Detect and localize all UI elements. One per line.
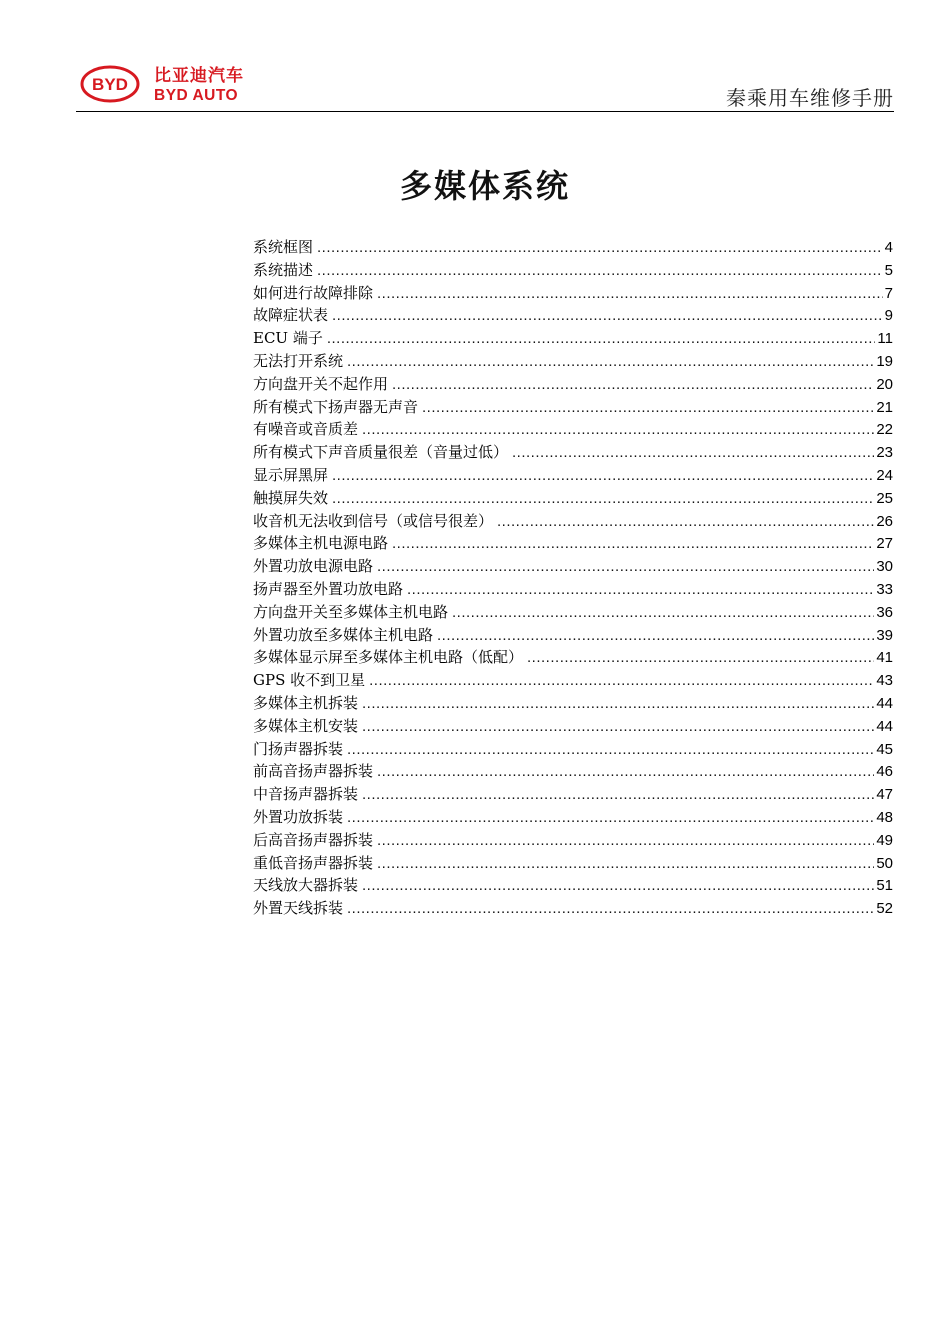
toc-entry-label: 外置功放至多媒体主机电路 bbox=[253, 625, 434, 644]
toc-entry-label: 系统描述 bbox=[253, 260, 314, 279]
toc-entry-label: 扬声器至外置功放电路 bbox=[253, 579, 404, 598]
toc-entry-page: 30 bbox=[876, 558, 893, 576]
toc-entry-page: 21 bbox=[876, 398, 893, 416]
toc-entry-page: 47 bbox=[876, 786, 893, 804]
toc-leader-dots bbox=[347, 898, 874, 921]
toc-entry[interactable] bbox=[253, 418, 893, 441]
toc-leader-dots bbox=[362, 419, 874, 442]
toc-leader-dots bbox=[362, 784, 874, 807]
toc-entry-page: 11 bbox=[877, 330, 893, 348]
toc-entry-label: 多媒体主机电源电路 bbox=[253, 534, 389, 553]
toc-entry-page: 48 bbox=[876, 808, 893, 826]
toc-entry-label: 前高音扬声器拆装 bbox=[253, 762, 374, 781]
toc-entry[interactable] bbox=[253, 327, 893, 350]
toc-entry-label: 中音扬声器拆装 bbox=[253, 785, 359, 804]
toc-leader-dots bbox=[332, 465, 874, 488]
toc-entry-label: 多媒体显示屏至多媒体主机电路（低配） bbox=[253, 648, 524, 667]
toc-entry-page: 25 bbox=[876, 489, 893, 507]
toc-entry[interactable] bbox=[253, 692, 893, 715]
toc-entry-label: 触摸屏失效 bbox=[253, 488, 329, 507]
toc-entry[interactable] bbox=[253, 441, 893, 464]
toc-entry-page: 27 bbox=[876, 535, 893, 553]
toc-entry-page: 4 bbox=[884, 239, 893, 256]
toc-leader-dots bbox=[452, 602, 874, 625]
toc-entry-page: 51 bbox=[876, 877, 893, 895]
toc-leader-dots bbox=[407, 579, 874, 602]
toc-entry[interactable] bbox=[253, 897, 893, 920]
toc-entry-label: 多媒体主机拆装 bbox=[253, 693, 359, 712]
toc-leader-dots bbox=[362, 875, 874, 898]
toc-leader-dots bbox=[497, 511, 874, 534]
toc-leader-dots bbox=[347, 807, 874, 830]
toc-entry-page: 22 bbox=[876, 421, 893, 439]
toc-entry-page: 20 bbox=[876, 375, 893, 393]
toc-entry-label: 天线放大器拆装 bbox=[253, 876, 359, 895]
toc-entry-page: 24 bbox=[876, 466, 893, 484]
toc-entry[interactable] bbox=[253, 487, 893, 510]
toc-entry[interactable] bbox=[253, 304, 893, 327]
toc-entry[interactable] bbox=[253, 624, 893, 647]
byd-logo bbox=[80, 62, 270, 106]
logo-name-en: BYD AUTO bbox=[154, 87, 239, 104]
toc-entry-label: ECU 端子 bbox=[253, 329, 323, 348]
toc-entry-label: 系统框图 bbox=[253, 238, 314, 256]
toc-leader-dots bbox=[317, 237, 883, 260]
toc-leader-dots bbox=[527, 647, 874, 670]
toc-entry[interactable] bbox=[253, 783, 893, 806]
toc-entry-label: 外置天线拆装 bbox=[253, 899, 344, 918]
toc-entry[interactable] bbox=[253, 829, 893, 852]
toc-entry-page: 52 bbox=[876, 900, 893, 918]
header-divider bbox=[76, 111, 894, 112]
toc-entry[interactable] bbox=[253, 852, 893, 875]
toc-entry[interactable] bbox=[253, 373, 893, 396]
toc-entry-label: 门扬声器拆装 bbox=[253, 739, 344, 758]
logo-emblem-text: BYD bbox=[92, 75, 128, 94]
manual-title: 秦乘用车维修手册 bbox=[726, 86, 894, 110]
toc-entry[interactable] bbox=[253, 578, 893, 601]
toc-entry-label: 多媒体主机安装 bbox=[253, 716, 359, 735]
toc-entry[interactable] bbox=[253, 259, 893, 282]
toc-entry-label: GPS 收不到卫星 bbox=[253, 671, 366, 690]
page-header bbox=[0, 0, 950, 112]
toc-leader-dots bbox=[362, 716, 874, 739]
toc-leader-dots bbox=[377, 853, 874, 876]
toc-entry-label: 外置功放电源电路 bbox=[253, 557, 374, 576]
toc-entry[interactable] bbox=[253, 555, 893, 578]
toc-leader-dots bbox=[392, 533, 874, 556]
toc-entry-page: 50 bbox=[876, 854, 893, 872]
toc-leader-dots bbox=[369, 670, 874, 693]
logo-name-cn: 比亚迪汽车 bbox=[154, 66, 244, 86]
toc-entry-label: 故障症状表 bbox=[253, 306, 329, 325]
toc-entry-page: 23 bbox=[876, 444, 893, 462]
toc-entry[interactable] bbox=[253, 236, 893, 259]
toc-entry[interactable] bbox=[253, 646, 893, 669]
toc-entry[interactable] bbox=[253, 396, 893, 419]
toc-entry[interactable] bbox=[253, 282, 893, 305]
toc-entry-page: 9 bbox=[884, 307, 893, 325]
toc-leader-dots bbox=[332, 305, 883, 328]
toc-entry-label: 显示屏黑屏 bbox=[253, 465, 329, 484]
toc-entry[interactable] bbox=[253, 464, 893, 487]
toc-leader-dots bbox=[377, 556, 874, 579]
toc-entry[interactable] bbox=[253, 715, 893, 738]
toc-entry[interactable] bbox=[253, 760, 893, 783]
toc-leader-dots bbox=[392, 374, 874, 397]
toc-entry[interactable] bbox=[253, 806, 893, 829]
toc-entry-label: 收音机无法收到信号（或信号很差） bbox=[253, 511, 494, 530]
toc-entry-label: 有噪音或音质差 bbox=[253, 420, 359, 439]
toc-leader-dots bbox=[377, 283, 883, 306]
toc-entry-page: 45 bbox=[876, 740, 893, 758]
toc-leader-dots bbox=[332, 488, 874, 511]
toc-entry-page: 7 bbox=[884, 284, 893, 302]
toc-entry[interactable] bbox=[253, 350, 893, 373]
toc-entry-label: 重低音扬声器拆装 bbox=[253, 853, 374, 872]
toc-entry-page: 39 bbox=[876, 626, 893, 644]
toc-leader-dots bbox=[317, 260, 883, 283]
toc-leader-dots bbox=[377, 761, 874, 784]
toc-leader-dots bbox=[347, 739, 874, 762]
toc-entry-label: 所有模式下扬声器无声音 bbox=[253, 397, 419, 416]
toc-entry-page: 43 bbox=[876, 672, 893, 690]
toc-entry[interactable] bbox=[253, 532, 893, 555]
toc-entry[interactable] bbox=[253, 874, 893, 897]
toc-leader-dots bbox=[327, 328, 876, 351]
toc-entry[interactable] bbox=[253, 601, 893, 624]
toc-entry-label: 外置功放拆装 bbox=[253, 807, 344, 826]
toc-leader-dots bbox=[362, 693, 874, 716]
table-of-contents bbox=[253, 236, 893, 920]
toc-entry-page: 46 bbox=[876, 763, 893, 781]
toc-leader-dots bbox=[512, 442, 874, 465]
toc-entry-label: 方向盘开关至多媒体主机电路 bbox=[253, 602, 449, 621]
toc-entry-label: 所有模式下声音质量很差（音量过低） bbox=[253, 443, 509, 462]
toc-leader-dots bbox=[347, 351, 874, 374]
toc-entry-page: 44 bbox=[876, 694, 893, 712]
toc-entry-page: 49 bbox=[876, 831, 893, 849]
toc-entry-page: 44 bbox=[876, 717, 893, 735]
page-title: 多媒体系统 bbox=[399, 167, 570, 206]
byd-logo-graphic bbox=[80, 62, 270, 106]
toc-entry-label: 方向盘开关不起作用 bbox=[253, 374, 389, 393]
toc-entry-page: 36 bbox=[876, 603, 893, 621]
toc-entry-page: 41 bbox=[876, 649, 893, 667]
toc-entry-page: 19 bbox=[876, 352, 893, 370]
toc-entry-page: 33 bbox=[876, 580, 893, 598]
toc-entry[interactable] bbox=[253, 738, 893, 761]
toc-entry-page: 26 bbox=[876, 512, 893, 530]
toc-entry[interactable] bbox=[253, 510, 893, 533]
toc-entry[interactable] bbox=[253, 669, 893, 692]
toc-leader-dots bbox=[377, 830, 874, 853]
toc-entry-label: 如何进行故障排除 bbox=[253, 283, 374, 302]
toc-leader-dots bbox=[422, 397, 874, 420]
toc-leader-dots bbox=[437, 625, 874, 648]
toc-entry-page: 5 bbox=[884, 261, 893, 279]
toc-entry-label: 后高音扬声器拆装 bbox=[253, 830, 374, 849]
toc-entry-label: 无法打开系统 bbox=[253, 351, 344, 370]
